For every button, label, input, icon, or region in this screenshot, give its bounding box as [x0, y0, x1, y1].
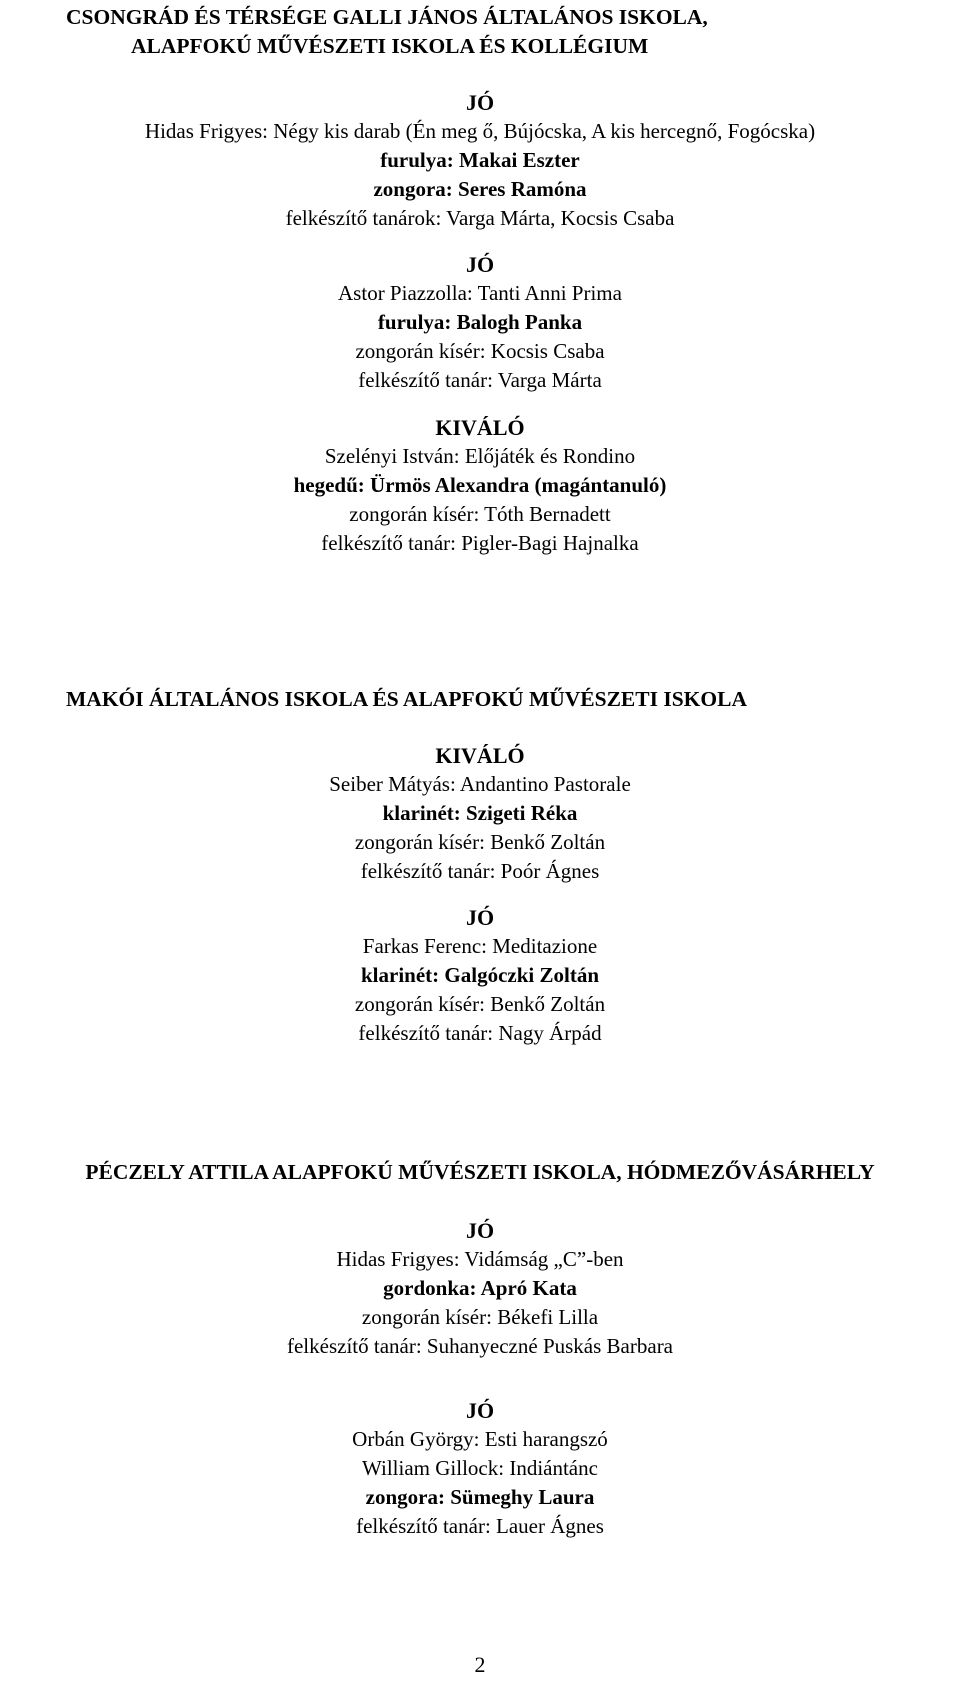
piece-title: Hidas Frigyes: Vidámság „C”-ben: [336, 1247, 624, 1271]
school-heading: [0, 1158, 960, 1187]
rating-label: JÓ: [465, 252, 495, 277]
award-entry: [0, 413, 960, 558]
award-entry: [0, 903, 960, 1048]
piece-title: Astor Piazzolla: Tanti Anni Prima: [338, 281, 622, 305]
school-name-line: MAKÓI ÁLTALÁNOS ISKOLA ÉS ALAPFOKÚ MŰVÉSZETI ISKOLA: [66, 687, 747, 711]
piece-title: Farkas Ferenc: Meditazione: [362, 934, 598, 958]
piece-title: Orbán György: Esti harangszó: [352, 1427, 608, 1451]
rating-label: JÓ: [465, 1218, 495, 1243]
accompanist: zongorán kísér: Békefi Lilla: [361, 1305, 599, 1329]
performer: hegedű: Ürmös Alexandra (magántanuló): [293, 473, 667, 497]
rating-label: JÓ: [465, 1398, 495, 1423]
performer: zongora: Sümeghy Laura: [365, 1485, 595, 1509]
piece-title: Hidas Frigyes: Négy kis darab (Én meg ő, Bújócska, A kis hercegnő, Fogócska): [144, 119, 816, 143]
award-entry: [0, 250, 960, 395]
award-entry: [0, 1396, 960, 1541]
school-name-line: ALAPFOKÚ MŰVÉSZETI ISKOLA ÉS KOLLÉGIUM: [131, 34, 649, 58]
accompanist: zongorán kísér: Benkő Zoltán: [354, 830, 606, 854]
accompanist: zongorán kísér: Benkő Zoltán: [354, 992, 606, 1016]
accompanist: zongorán kísér: Tóth Bernadett: [349, 502, 611, 526]
award-entry: [0, 1216, 960, 1361]
piece-title: Seiber Mátyás: Andantino Pastorale: [329, 772, 631, 796]
rating-label: JÓ: [465, 90, 495, 115]
performer: furulya: Makai Eszter: [380, 148, 580, 172]
page-number: 2: [474, 1652, 486, 1677]
piece-title: Szelényi István: Előjáték és Rondino: [324, 444, 636, 468]
performer: klarinét: Szigeti Réka: [382, 801, 578, 825]
performer: furulya: Balogh Panka: [377, 310, 583, 334]
teacher: felkészítő tanár: Varga Márta: [358, 368, 602, 392]
school-heading: [66, 685, 747, 714]
award-entry: [0, 88, 960, 233]
teacher: felkészítő tanár: Pigler-Bagi Hajnalka: [321, 531, 639, 555]
teacher: felkészítő tanár: Lauer Ágnes: [356, 1514, 604, 1538]
rating-label: KIVÁLÓ: [435, 415, 525, 440]
performer: gordonka: Apró Kata: [383, 1276, 577, 1300]
school-heading: [66, 3, 708, 61]
teacher: felkészítő tanár: Nagy Árpád: [358, 1021, 602, 1045]
performer: zongora: Seres Ramóna: [373, 177, 587, 201]
rating-label: KIVÁLÓ: [435, 743, 525, 768]
rating-label: JÓ: [465, 905, 495, 930]
performer: klarinét: Galgóczki Zoltán: [361, 963, 599, 987]
piece-title: William Gillock: Indiántánc: [362, 1456, 598, 1480]
accompanist: zongorán kísér: Kocsis Csaba: [355, 339, 605, 363]
school-name-line: PÉCZELY ATTILA ALAPFOKÚ MŰVÉSZETI ISKOLA, HÓDMEZŐVÁSÁRHELY: [85, 1160, 875, 1184]
teacher: felkészítő tanárok: Varga Márta, Kocsis Csaba: [285, 206, 675, 230]
teacher: felkészítő tanár: Suhanyeczné Puskás Barbara: [286, 1334, 674, 1358]
school-name-line: CSONGRÁD ÉS TÉRSÉGE GALLI JÁNOS ÁLTALÁNOS ISKOLA,: [66, 5, 708, 29]
award-entry: [0, 741, 960, 886]
teacher: felkészítő tanár: Poór Ágnes: [360, 859, 600, 883]
